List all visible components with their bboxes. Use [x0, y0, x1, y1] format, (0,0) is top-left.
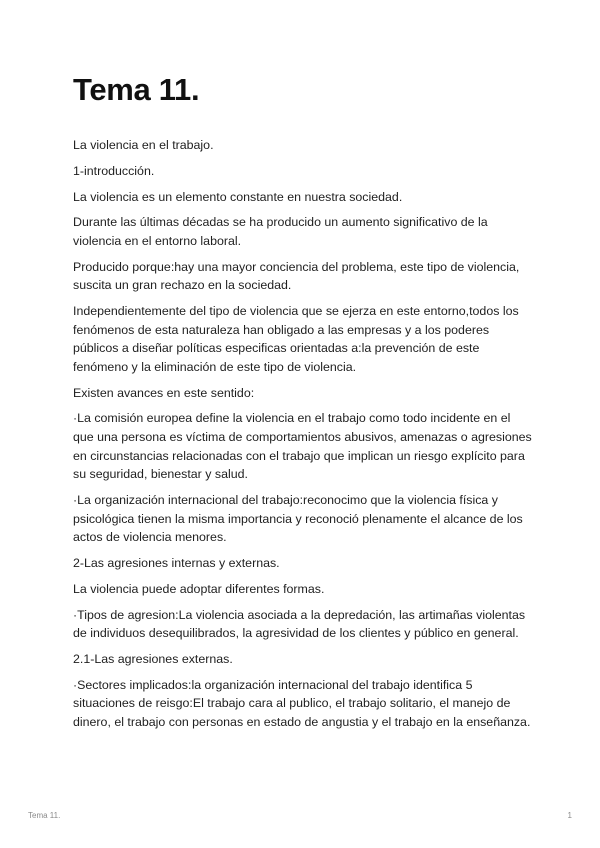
- paragraph: Independientemente del tipo de violencia que se ejerza en este entorno,todos los fenómenos de esta naturaleza han obligado a las empresas y a los poderes públicos a diseñar políticas especificas orientadas a:la prevención de este fenómeno y la eliminación de este tipo de violencia.: [73, 304, 519, 374]
- document-page: [73, 70, 533, 739]
- footer-title: Tema 11.: [28, 811, 61, 820]
- paragraph: Producido porque:hay una mayor conciencia del problema, este tipo de violencia, suscita un gran rechazo en la sociedad.: [73, 259, 520, 293]
- paragraph: ·Tipos de agresion:La violencia asociada a la depredación, las artimañas violentas de individuos desequilibrados, la agresividad de los clientes y público en general.: [73, 607, 526, 641]
- paragraph: 1-introducción.: [73, 163, 155, 178]
- paragraph: Existen avances en este sentido:: [73, 385, 255, 400]
- page-title: Tema 11.: [73, 72, 200, 107]
- paragraph: ·Sectores implicados:la organización internacional del trabajo identifica 5 situaciones de reisgo:El trabajo cara al publico, el trabajo solitario, el manejo de dinero, el trabajo con personas en estado de angustia y el trabajo en la enseñanza.: [73, 677, 531, 729]
- paragraph: ·La organización internacional del trabajo:reconocimo que la violencia física y psicológica tienen la misma importancia y reconoció plenamente el alcance de los actos de violencia menores.: [73, 493, 523, 545]
- paragraph: La violencia es un elemento constante en nuestra sociedad.: [73, 189, 403, 204]
- paragraph: 2.1-Las agresiones externas.: [73, 651, 233, 666]
- paragraph: La violencia en el trabajo.: [73, 138, 214, 152]
- paragraph: Durante las últimas décadas se ha producido un aumento significativo de la violencia en el entorno laboral.: [73, 215, 488, 248]
- paragraph: 2-Las agresiones internas y externas.: [73, 555, 280, 570]
- paragraph: La violencia puede adoptar diferentes formas.: [73, 581, 325, 596]
- paragraph: ·La comisión europea define la violencia en el trabajo como todo incidente en el que una persona es víctima de comportamientos abusivos, amenazas o agresiones en circunstancias relacionadas con el trabajo que implican un riesgo explícito para su seguridad, bienestar y salud.: [73, 411, 532, 482]
- page-number: 1: [567, 811, 572, 820]
